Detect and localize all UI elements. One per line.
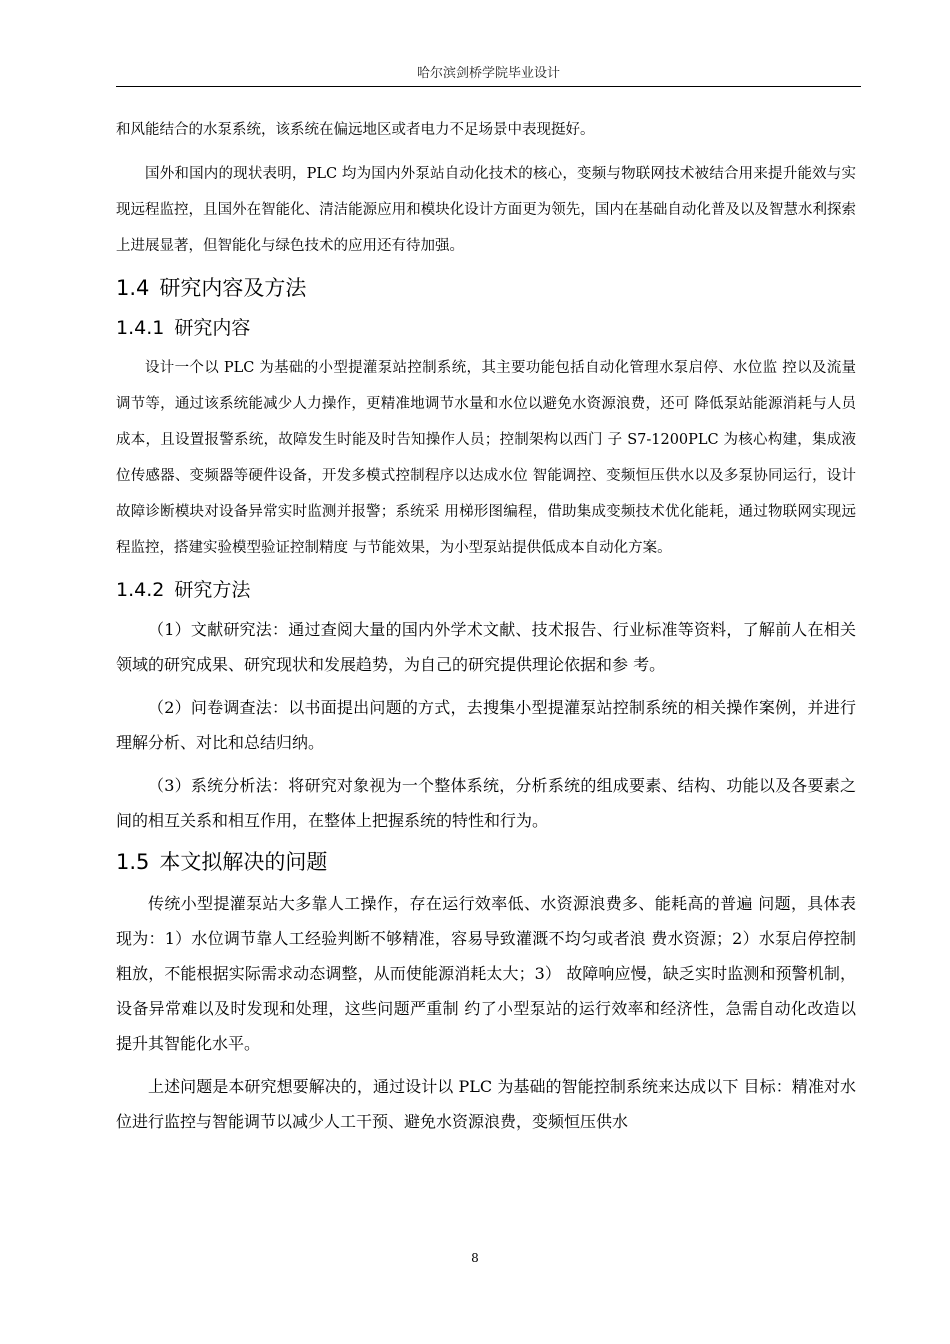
section-heading-1-4-1 [116, 312, 856, 344]
section-title: 本文拟解决的问题 [159, 850, 328, 874]
paragraph-research-content: 设计一个以 PLC 为基础的小型提灌泵站控制系统，其主要功能包括自动化管理水泵启停、水位监 控以及流量调节等，通过该系统能减少人力操作，更精准地调节水量和水位以避免水资源浪费，还可 降低泵站能源消耗与人员成本，且设置报警系统，故障发生时能及时告知操作人员；控制架构以西门 子 S7-1200PLC 为核心构建，集成液位传感器、变频器等硬件设备，开发多模式控制程序以达成水位 智能调控、变频恒压供水以及多泵协同运行，设计故障诊断模块对设备异常实时监测并报警；系统采 用梯形图编程，借助集成变频技术优化能耗，通过物联网实现远程监控，搭建实验模型验证控制精度 与节能效果，为小型泵站提供低成本自动化方案。 [116, 360, 856, 556]
section-number: 1.5 [116, 850, 150, 874]
section-heading-1-4-2 [116, 574, 856, 606]
section-heading-1-5 [116, 846, 856, 878]
paragraph-status-summary: 国外和国内的现状表明，PLC 均为国内外泵站自动化技术的核心，变频与物联网技术被结合用来提升能效与实现远程监控，且国外在智能化、清洁能源应用和模块化设计方面更为领先，国内在基础自动化普及以及智慧水利探索上进展显著，但智能化与绿色技术的应用还有待加强。 [116, 166, 856, 254]
document-body [116, 112, 856, 1147]
page-header: 哈尔滨剑桥学院毕业设计 [416, 66, 560, 81]
paragraph-method-questionnaire: （2）问卷调查法：以书面提出问题的方式，去搜集小型提灌泵站控制系统的相关操作案例，并进行理解分析、对比和总结归纳。 [116, 698, 856, 752]
paragraph-method-literature: （1）文献研究法：通过查阅大量的国内外学术文献、技术报告、行业标准等资料，了解前人在相关领域的研究成果、研究现状和发展趋势，为自己的研究提供理论依据和参 考。 [116, 620, 856, 674]
section-title: 研究内容 [174, 317, 251, 339]
page-number: 8 [471, 1251, 479, 1265]
section-number: 1.4 [116, 276, 150, 300]
section-title: 研究方法 [174, 579, 251, 601]
paragraph-goals: 上述问题是本研究想要解决的，通过设计以 PLC 为基础的智能控制系统来达成以下 目标：精准对水位进行监控与智能调节以减少人工干预、避免水资源浪费，变频恒压供水 [116, 1077, 856, 1131]
section-number: 1.4.1 [116, 317, 165, 339]
section-number: 1.4.2 [116, 579, 165, 601]
paragraph-method-system-analysis: （3）系统分析法：将研究对象视为一个整体系统，分析系统的组成要素、结构、功能以及各要素之间的相互关系和相互作用，在整体上把握系统的特性和行为。 [116, 776, 856, 830]
section-heading-1-4 [116, 272, 856, 304]
paragraph-problems: 传统小型提灌泵站大多靠人工操作，存在运行效率低、水资源浪费多、能耗高的普遍 问题，具体表现为：1）水位调节靠人工经验判断不够精准，容易导致灌溉不均匀或者浪 费水资源；2）水泵启停控制粗放，不能根据实际需求动态调整，从而使能源消耗太大；3） 故障响应慢，缺乏实时监测和预警机制，设备异常难以及时发现和处理，这些问题严重制 约了小型泵站的运行效率和经济性，急需自动化改造以提升其智能化水平。 [116, 894, 856, 1053]
header-rule [116, 86, 861, 87]
paragraph-continuation: 和风能结合的水泵系统，该系统在偏远地区或者电力不足场景中表现挺好。 [116, 122, 595, 138]
section-title: 研究内容及方法 [159, 276, 307, 300]
